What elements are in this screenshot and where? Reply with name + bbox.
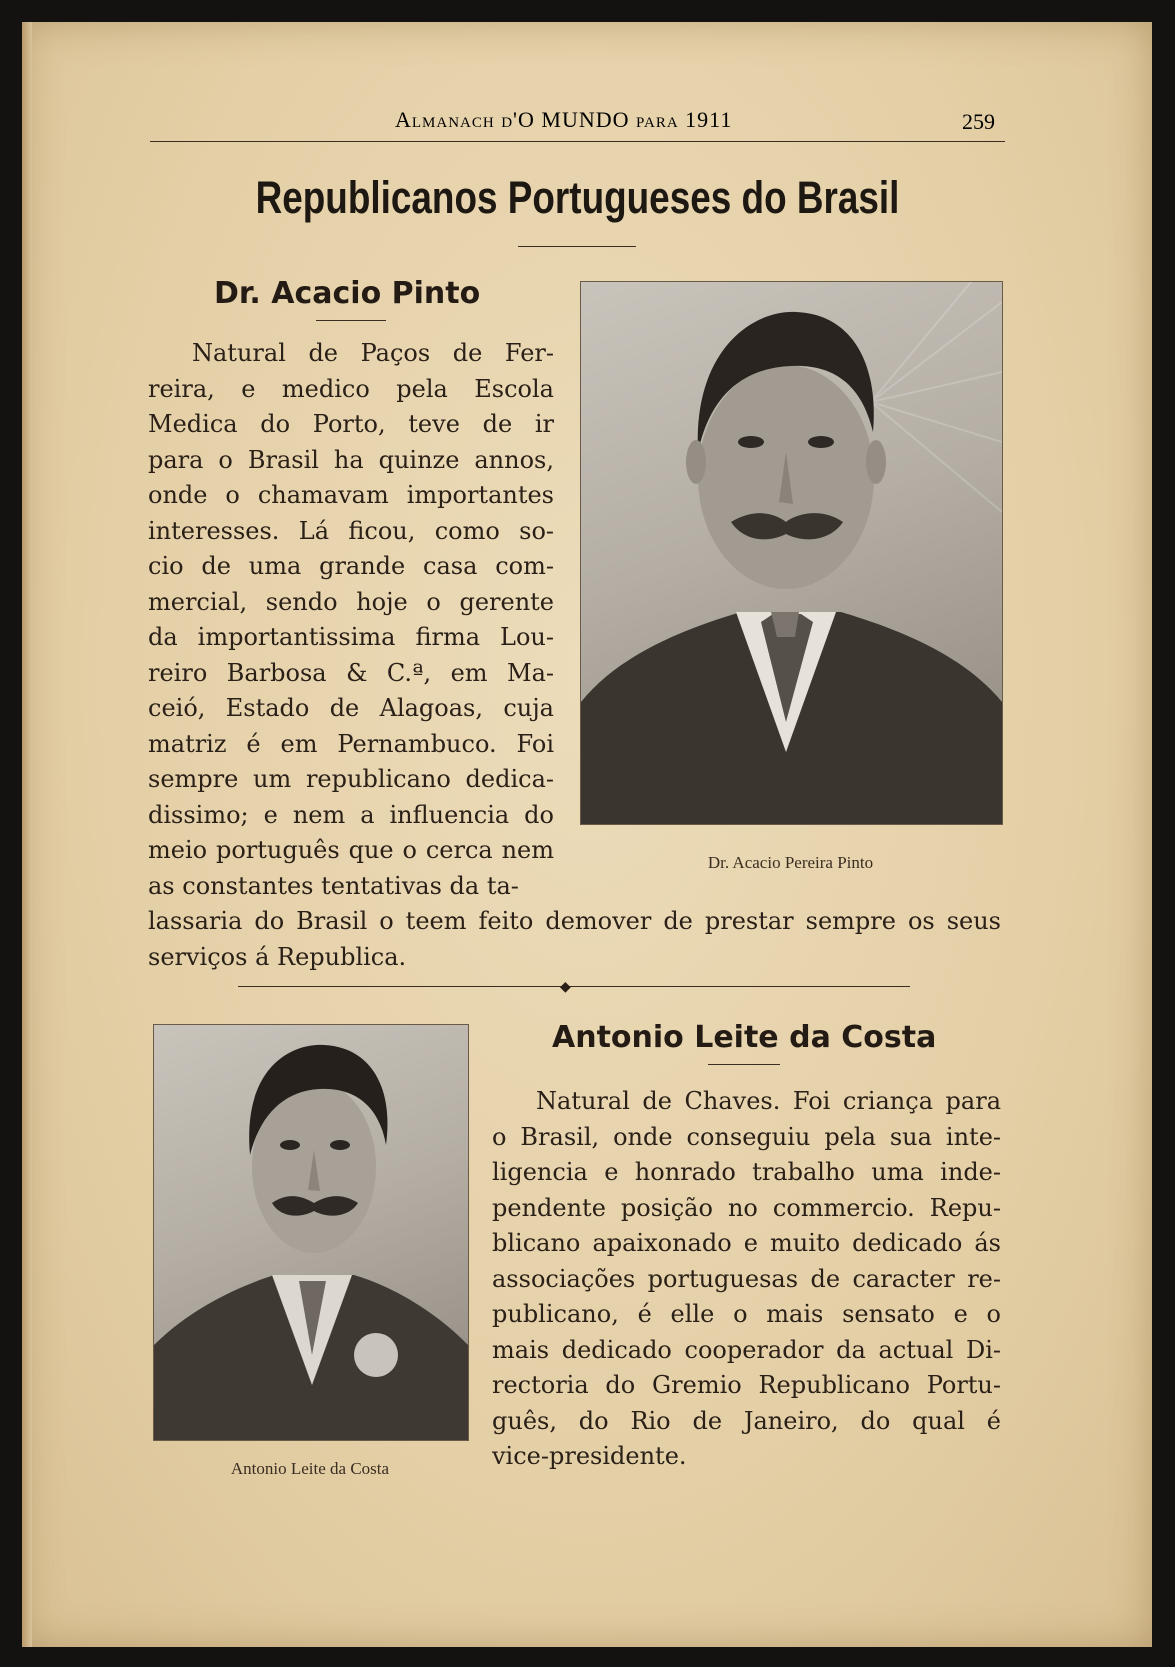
running-header [150,105,1005,142]
portrait-antonio-leite-da-costa [153,1024,469,1441]
section1-paragraph-line: as constantes tentativas da ta- [148,871,519,900]
portrait-acacio-pinto-drawing [581,282,1002,824]
section1-paragraph-line: Natural de Paços de Fer- [192,339,554,367]
section2-paragraph-line: blicano apaixonado e muito dedicado ás [492,1229,1001,1257]
section2-paragraph-line: pendente posição no commercio. Repu- [492,1193,1001,1222]
article-title: Republicanos Portugueses do Brasil [255,172,900,223]
section1-heading-rule [316,320,386,321]
section1-heading: Dr. Acacio Pinto [214,276,481,311]
section1-paragraph-line: para o Brasil ha quinze annos, [148,445,554,474]
section2-paragraph-line: vice-presidente. [492,1442,687,1470]
section2-paragraph-line: rectoria do Gremio Republicano Portu- [492,1371,1001,1399]
section1-paragraph-line: sempre um republicano dedica- [148,765,554,793]
portrait-acacio-pinto [580,281,1003,825]
section1-paragraph-line: reiro Barbosa & C.ª, em Ma- [148,658,554,687]
section2-heading-rule [708,1064,780,1065]
section1-paragraph-line: ceió, Estado de Alagoas, cuja [148,694,554,722]
section1-paragraph-continuation [148,904,1001,975]
section2-heading: Antonio Leite da Costa [552,1020,937,1055]
section-divider [238,986,910,987]
section2-paragraph-line: o Brasil, onde conseguiu pela sua inte- [492,1122,1001,1151]
running-title: Almanach d'O MUNDO para 1911 [395,107,733,132]
section2-paragraph-line: ligencia e honrado trabalho uma inde- [492,1158,1001,1186]
caption-antonio-leite-da-costa: Antonio Leite da Costa [230,1459,390,1478]
title-divider [518,246,636,247]
section2-paragraph-line: Natural de Chaves. Foi criança para [536,1087,1001,1115]
page-number: 259 [962,109,995,134]
page-spine [22,22,32,1647]
section1-paragraph-line: cio de uma grande casa com- [148,552,554,580]
section1-paragraph-line: Medica do Porto, teve de ir [148,410,554,438]
section1-paragraph-line: dissimo; e nem a influencia do [148,800,554,829]
section1-paragraph-line: onde o chamavam importantes [148,481,554,509]
section1-paragraph-tail-line: serviços á Republica. [148,942,407,971]
section1-paragraph-line: da importantissima firma Lou- [148,623,554,651]
section1-paragraph-line: mercial, sendo hoje o gerente [148,587,554,616]
section2-paragraph [492,1084,1001,1475]
section1-paragraph-tail-line: lassaria do Brasil o teem feito demover de prestar sempre os seus [148,907,1001,935]
section1-paragraph-line: matriz é em Pernambuco. Foi [148,729,554,758]
section2-paragraph-line: guês, do Rio de Janeiro, do qual é [492,1406,1001,1435]
section2-paragraph-line: mais dedicado cooperador da actual Di- [492,1335,1001,1364]
section2-paragraph-line: publicano, é elle o mais sensato e o [492,1300,1001,1328]
portrait-antonio-leite-da-costa-drawing [154,1025,468,1440]
section1-paragraph-line: interesses. Lá ficou, como so- [148,516,554,545]
divider-ornament-icon: ◆ [560,979,571,995]
section1-paragraph-line: reira, e medico pela Escola [148,374,554,403]
section2-paragraph-line: associações portuguesas de caracter re- [492,1264,1001,1293]
section1-paragraph-line: meio português que o cerca nem [148,836,554,864]
caption-acacio-pinto: Dr. Acacio Pereira Pinto [707,853,874,872]
section1-paragraph [148,336,554,904]
